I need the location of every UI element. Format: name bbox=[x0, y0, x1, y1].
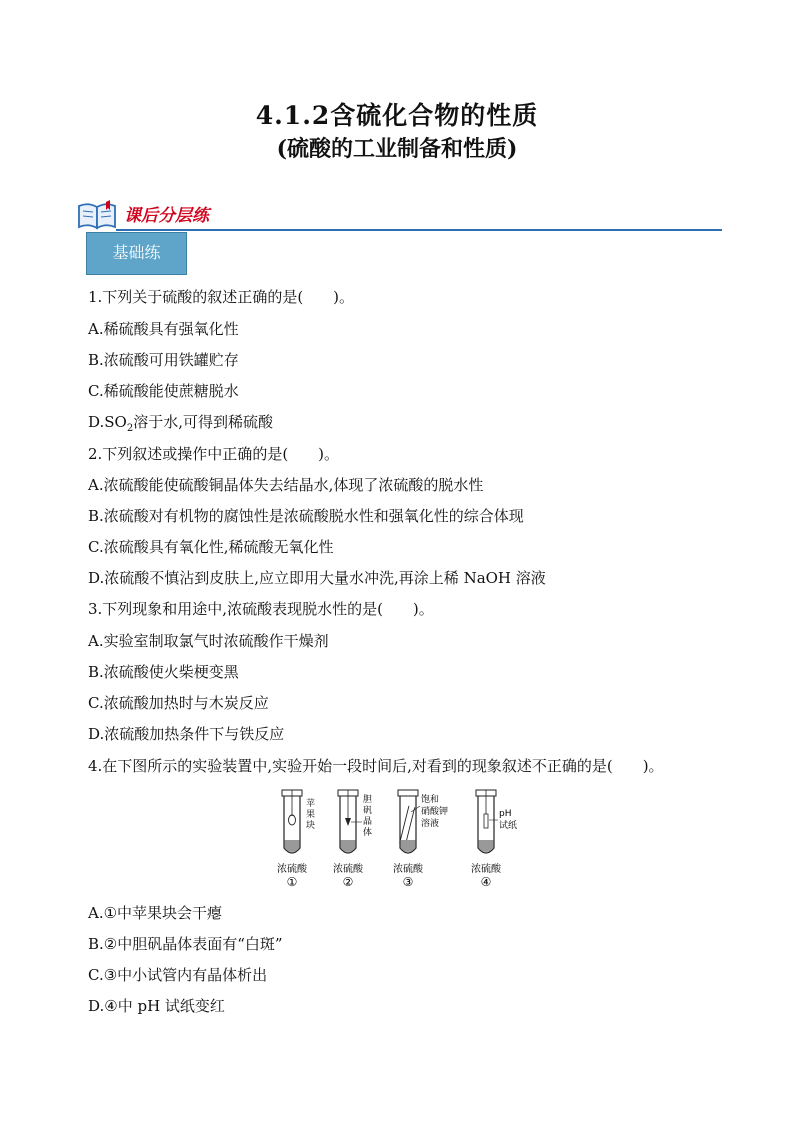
tube-2-label-2: 矾 bbox=[363, 806, 373, 816]
option-d: D.浓硫酸加热条件下与铁反应 bbox=[88, 725, 285, 743]
tube-4-acid-label: 浓硫酸 bbox=[471, 864, 501, 875]
option-a: A.稀硫酸具有强氧化性 bbox=[88, 320, 239, 338]
option-d-prefix: D.SO bbox=[88, 413, 127, 431]
tube-3-label-2: 硝酸钾 bbox=[421, 807, 449, 817]
option-a: A.浓硫酸能使硫酸铜晶体失去结晶水,体现了浓硫酸的脱水性 bbox=[88, 476, 484, 494]
subscript: 2 bbox=[126, 423, 134, 434]
option-c: C.③中小试管内有晶体析出 bbox=[88, 966, 268, 984]
option-b: B.浓硫酸使火柴梗变黑 bbox=[88, 663, 239, 681]
question-stem: 4.在下图所示的实验装置中,实验开始一段时间后,对看到的现象叙述不正确的是( )。 bbox=[88, 757, 664, 775]
question-stem: 2.下列叙述或操作中正确的是( )。 bbox=[88, 445, 340, 463]
open-book-icon bbox=[76, 200, 118, 230]
tube-4-label-1: pH bbox=[499, 809, 512, 819]
tube-2-acid-label: 浓硫酸 bbox=[333, 864, 363, 875]
option-d: D.④中 pH 试纸变红 bbox=[88, 997, 225, 1015]
option-d bbox=[88, 411, 273, 434]
tube-2-label-1: 胆 bbox=[363, 795, 373, 805]
tube-3-label-1: 饱和 bbox=[421, 795, 440, 805]
option-c: C.稀硫酸能使蔗糖脱水 bbox=[88, 382, 239, 400]
tube-1-acid-label: 浓硫酸 bbox=[277, 864, 307, 875]
tube-2-number: ② bbox=[342, 875, 354, 889]
tube-3-acid-label: 浓硫酸 bbox=[393, 864, 423, 875]
tube-2-label-4: 体 bbox=[363, 828, 373, 838]
option-b: B.浓硫酸对有机物的腐蚀性是浓硫酸脱水性和强氧化性的综合体现 bbox=[88, 507, 524, 525]
option-c: C.浓硫酸具有氧化性,稀硫酸无氧化性 bbox=[88, 538, 334, 556]
option-d: D.浓硫酸不慎沾到皮肤上,应立即用大量水冲洗,再涂上稀 NaOH 溶液 bbox=[88, 569, 546, 587]
tube-1-label-2: 果 bbox=[306, 810, 316, 820]
level-badge: 基础练 bbox=[86, 232, 187, 275]
question-stem: 1.下列关于硫酸的叙述正确的是( )。 bbox=[88, 288, 355, 306]
option-a: A.实验室制取氯气时浓硫酸作干燥剂 bbox=[88, 632, 329, 650]
page-subtitle: (硫酸的工业制备和性质) bbox=[276, 136, 518, 162]
experiment-figure bbox=[268, 786, 528, 890]
option-a: A.①中苹果块会干瘪 bbox=[88, 904, 223, 922]
page-title: 4.1.2含硫化合物的性质 bbox=[255, 101, 539, 130]
option-d-suffix: 溶于水,可得到稀硫酸 bbox=[133, 413, 273, 431]
test-tube-2 bbox=[333, 790, 372, 889]
tube-1-number: ① bbox=[286, 875, 298, 889]
question-stem: 3.下列现象和用途中,浓硫酸表现脱水性的是( )。 bbox=[88, 600, 434, 618]
test-tube-3 bbox=[393, 790, 448, 889]
tube-4-number: ④ bbox=[480, 875, 492, 889]
option-c: C.浓硫酸加热时与木炭反应 bbox=[88, 694, 269, 712]
tube-1-label-1: 苹 bbox=[306, 799, 316, 809]
test-tube-4 bbox=[471, 790, 517, 889]
section-label: 课后分层练 bbox=[124, 206, 209, 226]
section-header bbox=[76, 196, 722, 232]
tube-2-label-3: 晶 bbox=[363, 817, 373, 827]
tube-3-number: ③ bbox=[402, 875, 414, 889]
section-divider bbox=[116, 229, 722, 231]
option-b: B.②中胆矾晶体表面有“白斑” bbox=[88, 935, 283, 953]
tube-1-label-3: 块 bbox=[306, 821, 316, 831]
tube-4-label-2: 试纸 bbox=[499, 821, 518, 831]
tube-3-label-3: 溶液 bbox=[421, 819, 440, 829]
test-tube-1 bbox=[277, 790, 315, 889]
option-b: B.浓硫酸可用铁罐贮存 bbox=[88, 351, 239, 369]
